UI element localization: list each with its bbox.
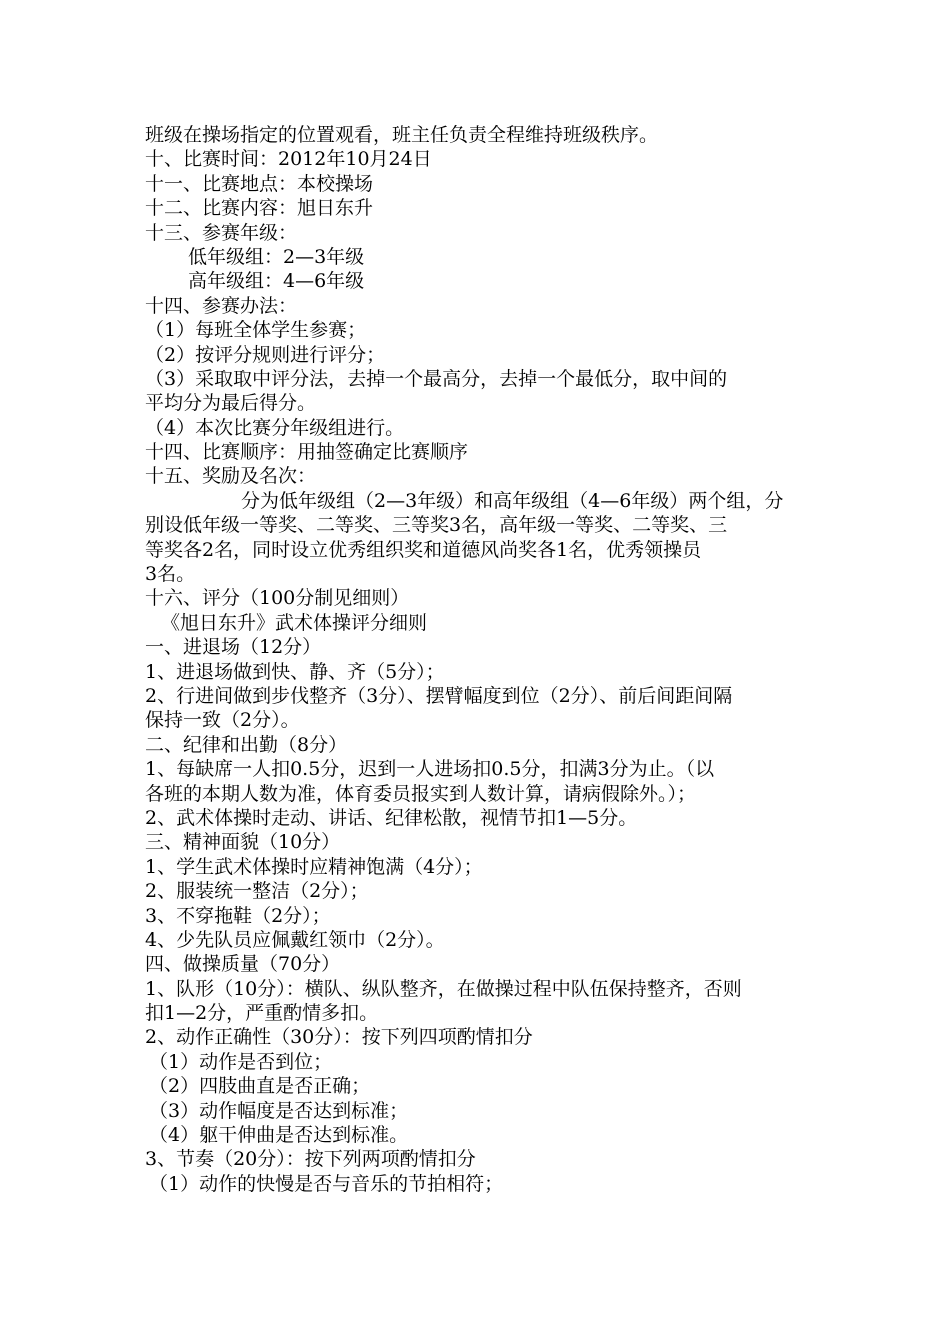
text-line: （2）四肢曲直是否正确； (149, 1075, 371, 1098)
text-line: 等奖各2名，同时设立优秀组织奖和道德风尚奖各1名，优秀领操员 (145, 538, 702, 561)
text-line: 扣1—2分，严重酌情多扣。 (145, 1002, 379, 1025)
text-line: 十三、参赛年级： (145, 221, 298, 244)
text-line: 3、节奏（20分）：按下列两项酌情扣分 (145, 1148, 476, 1171)
text-line: 4、少先队员应佩戴红领巾（2分）。 (145, 928, 445, 951)
text-line: 三、精神面貌（10分） (145, 831, 341, 854)
text-line: （2）按评分规则进行评分； (145, 343, 386, 366)
text-line: 十二、比赛内容：旭日东升 (145, 197, 374, 220)
text-line: 二、纪律和出勤（8分） (145, 733, 348, 756)
text-line: 低年级组：2—3年级 (188, 245, 365, 268)
text-line: （1）动作的快慢是否与音乐的节拍相符； (149, 1172, 504, 1195)
text-line: 十四、参赛办法： (145, 294, 298, 317)
text-line: 2、武术体操时走动、讲话、纪律松散，视情节扣1—5分。 (145, 806, 638, 829)
text-line: 十六、评分（100分制见细则） (145, 587, 410, 610)
text-line: （3）动作幅度是否达到标准； (149, 1099, 409, 1122)
text-line: 1、每缺席一人扣0.5分，迟到一人进场扣0.5分，扣满3分为止。（以 (145, 758, 715, 781)
text-line: 别设低年级一等奖、二等奖、三等奖3名，高年级一等奖、二等奖、三 (145, 514, 728, 537)
text-line: 十五、奖励及名次： (145, 465, 317, 488)
text-line: 平均分为最后得分。 (145, 392, 317, 415)
text-line: 1、队形（10分）：横队、纵队整齐，在做操过程中队伍保持整齐，否则 (145, 977, 742, 1000)
text-line: 1、进退场做到快、静、齐（5分）； (145, 660, 445, 683)
text-line: 1、学生武术体操时应精神饱满（4分）； (145, 855, 483, 878)
text-line: （4）本次比赛分年级组进行。 (145, 416, 405, 439)
text-line: （4）躯干伸曲是否达到标准。 (149, 1124, 409, 1147)
text-line: 各班的本期人数为准，体育委员报实到人数计算，请病假除外。）； (145, 782, 697, 805)
text-line: 分为低年级组（2—3年级）和高年级组（4—6年级）两个组，分 (241, 489, 784, 512)
text-line: 2、服装统一整洁（2分）； (145, 880, 369, 903)
text-line: （1）每班全体学生参赛； (145, 319, 367, 342)
text-line: 高年级组：4—6年级 (188, 270, 365, 293)
text-line: 3、不穿拖鞋（2分）； (145, 904, 331, 927)
text-line: 保持一致（2分）。 (145, 709, 300, 732)
text-line: 四、做操质量（70分） (145, 953, 341, 976)
text-line: 十一、比赛地点：本校操场 (145, 172, 374, 195)
text-line: 班级在操场指定的位置观看，班主任负责全程维持班级秩序。 (145, 124, 659, 146)
text-line: （1）动作是否到位； (149, 1050, 333, 1073)
text-line: 2、动作正确性（30分）：按下列四项酌情扣分 (145, 1026, 533, 1049)
text-line: 一、进退场（12分） (145, 636, 322, 659)
text-line: 2、行进间做到步伐整齐（3分）、摆臂幅度到位（2分）、前后间距间隔 (145, 684, 733, 707)
text-line: 十四、比赛顺序：用抽签确定比赛顺序 (145, 441, 469, 464)
text-line: 3名。 (145, 563, 196, 586)
text-line: 十、比赛时间：2012年10月24日 (145, 148, 432, 171)
document-body (145, 123, 807, 1196)
section-title: 《旭日东升》武术体操评分细则 (161, 611, 428, 634)
text-line: （3）采取取中评分法，去掉一个最高分，去掉一个最低分，取中间的 (145, 367, 728, 390)
